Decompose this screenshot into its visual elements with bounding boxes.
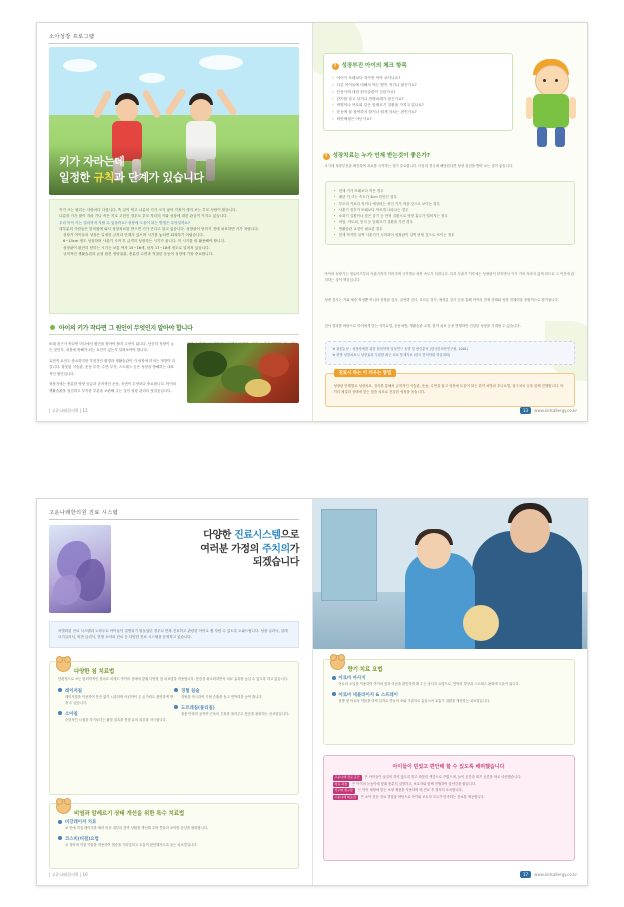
page-intro: 차별화된 진료 시스템과 노하우로 아이들이 질병치기 힘들었던 경우나 반복 진료하고 관련한 아이로 찔 자람 수 있도록 도와드립니다. 성장 클리닉, 알레르기클리닉, 비만 클리닉, 한방 소아과 진료 등 다양한 진료 시스템을 운영하고 있습니다. xyxy=(49,621,299,648)
header-rule xyxy=(49,43,299,44)
title-1em: 진료시스템 xyxy=(234,530,281,541)
running-head: 소아성장 프로그램 xyxy=(49,34,95,40)
card-aroma xyxy=(323,659,575,745)
explain-paragraph: 아이의 성장기는 영유아기부터 사춘기까지 이어지며 시기별로 성장 속도가 다릅니다. 특히 사춘기 이후에는 성장판이 닫히면서 키가 거의 자라지 않게 되므로 그 이전에 관리하는 것이 핵심입니다. xyxy=(324,272,575,283)
treatment-name: 아로마 마사지 xyxy=(332,675,566,681)
reference-box xyxy=(325,341,575,365)
consideration-tag: 고운나래 진료 공간 xyxy=(334,775,360,779)
bear-icon xyxy=(56,657,71,672)
consideration-title: 아이들이 믿었고 편안해 할 수 있도록 배려했습니다 xyxy=(392,764,505,770)
title-1a: 다양한 xyxy=(203,530,235,541)
treatment-desc: 레이저빔을 이용하여 통증 없이 시술하며 어린아이 온 손가락도 편안하게 받을 수 있습니다. xyxy=(65,694,174,705)
intro-line: 나름의 키가 많이 자라 가나 작은 키로 고민인 경우도 부모 자녀의 키와 성장에 대한 관심이 커지고 있습니다. xyxy=(59,214,228,219)
photo-cabinet xyxy=(321,509,377,601)
page-title-line-2 xyxy=(119,543,299,557)
treatment-name: 레이저침 xyxy=(58,688,174,694)
card-lead: 단편적으로 쓰는 한의학적인 침치료 외에도 아이의 상태에 맞춰 다양한 침 치료법을 적용합니다. 통증을 최소화하면서 치료 효과를 높일 수 있도록 하고 있습니다. xyxy=(58,677,289,681)
page-title xyxy=(119,529,299,570)
running-head: 고운나래한의원 진료 시스템 xyxy=(49,510,119,516)
treatment-desc: 한방 및 아로마 약물을 미세 입자로 만들어 코와 기관지로 흡입시켜 호흡기 질환을 개선하는 치료법입니다. xyxy=(338,698,491,703)
hero-line-1: 키가 자라는데 xyxy=(59,155,125,168)
body-paragraph: 성장기에는 충분한 영양 공급과 규칙적인 운동, 숙면이 무엇보다 중요합니다. 아이의 생활습관을 점검하고 부족한 부분을 보완해 주는 것이 성장 관리의 첫걸음입니다. xyxy=(49,382,177,393)
reference-line: ※ 한방 성장치료시 성장효과 뚜렷함 최근 치료 통계자료 (한국 한의학회 학술대회) xyxy=(332,352,451,357)
explain-paragraph: 성장 검사는 키와 체중 측정뿐 아니라 성장판 검사, 골연령 검사, 호르몬 검사, 체성분 검사 등을 통해 아이의 현재 상태와 성장 잠재력을 종합적으로 평가합니다. xyxy=(324,298,559,302)
treatment-name: 아로마 네블라이저 & 스프레이 xyxy=(332,692,566,698)
consideration-tag: 치료 과정 xyxy=(334,781,348,786)
treatment-desc: 아로마 오일을 이용하여 아이의 몸과 마음을 편안하게 해 주는 마사지 요법으로, 면역력 향상과 스트레스 완화에 도움이 됩니다. xyxy=(338,682,520,686)
indication-list-box xyxy=(325,181,575,245)
consideration-tag: 기구와 침구류 xyxy=(334,788,353,793)
treatment-desc: 코 안에 직접 레이저를 쬐어 비강 내부의 점막 상태를 개선해 주며 콧물과 코막힘 증상을 완화합니다. xyxy=(65,826,209,830)
photo-child-head xyxy=(417,533,451,569)
question-mark-icon: ? xyxy=(332,63,339,70)
page-title-line-3: 되겠습니다 xyxy=(252,557,299,568)
hero-caption xyxy=(49,145,299,195)
checklist-box xyxy=(323,53,513,131)
photo-teddy-bear xyxy=(463,605,499,641)
folio-page-number: 13 xyxy=(520,407,531,414)
intro-line: 키가 크는 원리는 사람마다 다릅니다. 똑 같이 먹고 나름의 키가 크지 않아 걱정이 생겨 보는 부모 사람이 많습니다. xyxy=(59,208,237,212)
mascot-body xyxy=(533,94,569,128)
card-title: 향기 치료 요법 xyxy=(347,667,383,673)
body-paragraph: 또래 친구가 작다면 어디에서 원인을 찾아야 할지 고민이 됩니다. 단순히 성장이 늦은 것인지, 성장에 방해가 되는 요인이 있는지 살펴보아야 합니다. xyxy=(49,342,174,353)
bottom-right-page xyxy=(313,499,588,885)
consideration-text: 는 아이 체형에 맞는 소형 제품을 사용하며 매 진료 후 철저히 소독합니다. xyxy=(357,788,463,793)
section-rule xyxy=(49,334,299,335)
bear-icon xyxy=(330,655,345,670)
iris-photo xyxy=(49,525,111,613)
treatment-desc: 코 점막에 직접 약물을 적용하여 염증을 가라앉히고 호흡이 편안해지도록 돕는 치료법입니다. xyxy=(65,842,198,847)
checklist-item: ✓ 운동에 잘 참여하지 않거나 쉽게 지치는 편인가요? xyxy=(332,109,504,116)
intro-line: 우리 아이 키는 얼마까지 자랄 수 있을까요? 성장에 도움이 되는 방법은 무엇일까요? xyxy=(59,220,190,225)
treatment-desc: 순한적인 시침을 하기보다는 활법 접촉을 통한 유의 피부를 자극합니다. xyxy=(65,717,167,722)
checklist-item: ✓ 아이가 또래보다 자꾸만 작아 보이나요? xyxy=(332,75,504,82)
bear-icon xyxy=(56,799,71,814)
checklist-item: ✓ 비만체형은 아닌가요? xyxy=(332,116,504,123)
treatment-desc: 경혈을 자극하여 기혈 순환을 돕고 면역력을 높여 줍니다. xyxy=(181,694,263,699)
top-left-page xyxy=(37,23,313,421)
consideration-text: 은 소아 전문 진료 경험을 바탕으로 아이와 보호자 모두가 만족하는 진료를 제공합니다. xyxy=(360,794,485,799)
page-title-line-1 xyxy=(119,529,299,543)
indication-item: • 사춘기 징후가 또래보다 이르게 나타나는 경우 xyxy=(334,207,566,213)
folio-right xyxy=(520,871,577,878)
indication-item: • 현재 작지만 일찍 사춘기가 시작되어 성장판이 일찍 닫힐 것으로 보이는 경우 xyxy=(334,232,566,238)
consideration-text: 은 아이의 눈높이에 맞춰 충분히 설명하고, 보호자와 함께 진행하여 불안감을 줄입니다. xyxy=(352,781,477,786)
intro-line: 규칙적인 생활습관과 균형 잡힌 영양섭취, 충분한 수면과 적절한 운동이 성장에 가장 중요합니다. xyxy=(63,251,214,256)
body-column-left xyxy=(49,341,177,398)
indication-item: • 생활습관 교정이 필요한 경우 xyxy=(334,226,566,232)
treatment-name: 도르레침(물리침) xyxy=(174,705,290,711)
question-mark-icon: ? xyxy=(323,153,330,160)
food-photo xyxy=(187,343,299,403)
treatment-method-box xyxy=(325,373,575,407)
consideration-tag: 고운나래 의료진 xyxy=(334,794,356,799)
treatment-name: 비강레이저 치료 xyxy=(58,819,290,825)
bottom-left-page xyxy=(37,499,313,885)
treatment-desc: 침을 반복하 움직여 근육의 긴장을 풀어주고 통증을 완화하는 치료법입니다. xyxy=(181,711,290,716)
mascot-arm xyxy=(569,97,576,119)
intro-line: 6~10cm 정도 성장하며 사춘기 시작 후 급격히 성장하는 시기가 옵니다. 이 시기를 잘 활용해야 합니다. xyxy=(63,239,226,244)
hero-line-2-b: 과 단계가 있습니다 xyxy=(114,171,204,184)
mascot-eye xyxy=(543,79,546,82)
treatment-method-text: 성장판 단계별로 성장치료, 검사를 통해서 규칙적인 식습관, 운동, 수면을 잡고 성장에 도움이 되는 한약 처방과 추나요법, 침구치료 등을 함께 진행합니다. 아이의 체질과 상태에 맞는 맞춤 치료로 건강한 성장을 돕습니다. xyxy=(333,384,564,395)
checklist-item: ✓ 다른 아이들에 비해서 먹는 양이 적거나 많은가요? xyxy=(332,82,504,89)
hero-line-2 xyxy=(59,169,289,185)
folio-page-number: 17 xyxy=(520,871,531,878)
folio-left: | 고운나래한의원 | 12 xyxy=(49,408,88,413)
checklist-item: ✓ 단음식에 대한 편식습관이 심한가요? xyxy=(332,89,504,96)
indication-item: • 현재 키가 또래보다 작은 경우 xyxy=(334,188,566,194)
header-rule xyxy=(49,519,299,520)
folio-left: | 고운나래한의원 | 16 xyxy=(49,872,88,877)
body-paragraph: 유전적 요인도 중요하지만 후천적인 환경과 생활습관이 키 성장에 미치는 영향이 더 큽니다. 잘못된 식습관, 운동 부족, 수면 부족, 스트레스 등은 성장을 방해하는 대표적인 원인입니다. xyxy=(49,358,176,376)
explain-paragraph: 검사 결과를 바탕으로 아이에게 맞는 식이요법, 운동처방, 생활습관 교정, 한약 치료 등을 병행하면 건강한 성장을 기대할 수 있습니다. xyxy=(324,324,521,328)
card-acupuncture xyxy=(49,661,299,795)
clinic-photo xyxy=(313,499,588,649)
reference-line: ※ 관련논문 : 성장장애를 위한 한의학적 임상연구 동향 및 변증분석 (한국한의학연구원, 2001) xyxy=(332,347,469,351)
treatment-name: 코스비(비점)요법 xyxy=(58,836,290,842)
mascot-leg xyxy=(537,127,547,147)
mascot-head xyxy=(535,65,569,97)
mascot-eye xyxy=(555,79,558,82)
photo-doctor-head xyxy=(510,509,550,553)
intro-line: 성장기 아이들의 성장은 일정한 규칙과 단계가 있으며 시기를 놓치면 회복하기 어렵습니다. xyxy=(63,233,205,238)
title-2a: 여러분 가정의 xyxy=(200,543,262,555)
indication-item: • 소화기 질환이나 잦은 감기 등 만성 질환으로 영양 흡수가 떨어지는 경우 xyxy=(334,213,566,219)
consideration-box xyxy=(323,755,575,861)
top-right-page xyxy=(313,23,588,421)
card-title: 다양한 침 치료법 xyxy=(74,669,115,675)
title-1b: 으로 xyxy=(280,530,299,541)
indication-item: • 비염, 아토피, 천식 등 알레르기 질환을 가진 경우 xyxy=(334,219,566,225)
folio-right xyxy=(520,407,577,414)
hero-line-2-a: 일정한 xyxy=(59,171,94,184)
hero-photo xyxy=(49,47,299,195)
section-heading-when-text: 성장치료는 누가 언제 받는것이 좋은가? xyxy=(332,153,430,159)
spread-bottom xyxy=(36,498,588,886)
consideration-line xyxy=(333,794,565,801)
title-2em: 주치의 xyxy=(261,543,290,555)
checklist-item: ✓ 비염이나 아토피 같은 알레르기 질환을 가지고 있나요? xyxy=(332,102,504,109)
card-title: 비염과 알레르기 상태 개선을 위한 특수 치료법 xyxy=(74,811,185,817)
mascot-leg xyxy=(555,127,565,147)
section-lead: 초기에 성장부진을 확인하여 치료를 시작하는 것이 중요합니다. 다음의 경우에 해당한다면 성장 검진을 받아 보는 것이 좋습니다. xyxy=(324,164,514,168)
spread-top xyxy=(36,22,588,422)
mascot-arm xyxy=(526,97,533,119)
title-2b: 가 xyxy=(289,543,299,555)
treatment-name: 경혈 침술 xyxy=(174,688,290,694)
folio-url: www.kidsallergy.co.kr xyxy=(534,872,577,877)
folio-url: www.kidsallergy.co.kr xyxy=(534,408,577,413)
intro-green-box xyxy=(49,199,299,314)
checklist-title-text: 성장부진 아이의 체크 항목 xyxy=(341,63,407,69)
intro-line: 성장판이 완전히 닫히는 시기는 보통 여자 15~16세, 남자 17~18세 정도로 알려져 있습니다. xyxy=(63,245,210,250)
hero-line-2-emphasis: 규칙 xyxy=(93,171,115,184)
section-title: 아이의 키가 작다면 그 원인이 무엇인지 알아야 합니다 xyxy=(59,325,193,332)
checklist-item: ✓ 감기를 달고 살거나 잔병치레가 잦은가요? xyxy=(332,96,504,103)
section-heading-when xyxy=(323,151,431,160)
mascot-illustration xyxy=(523,57,579,149)
treatment-method-title: 진료시 하는 키 키우는 방법 xyxy=(334,369,397,377)
indication-item: • 부모의 키보다 작거나 예상되는 성인 키가 작을 것으로 보이는 경우 xyxy=(334,201,566,207)
card-allergy xyxy=(49,803,299,869)
treatment-name: 소아침 xyxy=(58,711,174,717)
consideration-text: 은 아이들이 낯설어 하지 않도록 밝고 따뜻한 색감으로 꾸몄으며, 놀이 공간과 대기 공간을 따로 마련했습니다. xyxy=(364,775,522,779)
indication-item: • 매년 키 크는 속도가 4cm 미만인 경우 xyxy=(334,194,566,200)
intro-line: 대부분의 사람들은 한의원에 와서 성장치료를 받으면 키가 큰다고 알고 있습니다. 성장판이 닫히기 전에 치료하면 키가 자랍니다. xyxy=(59,226,259,231)
checklist-title xyxy=(332,61,504,70)
